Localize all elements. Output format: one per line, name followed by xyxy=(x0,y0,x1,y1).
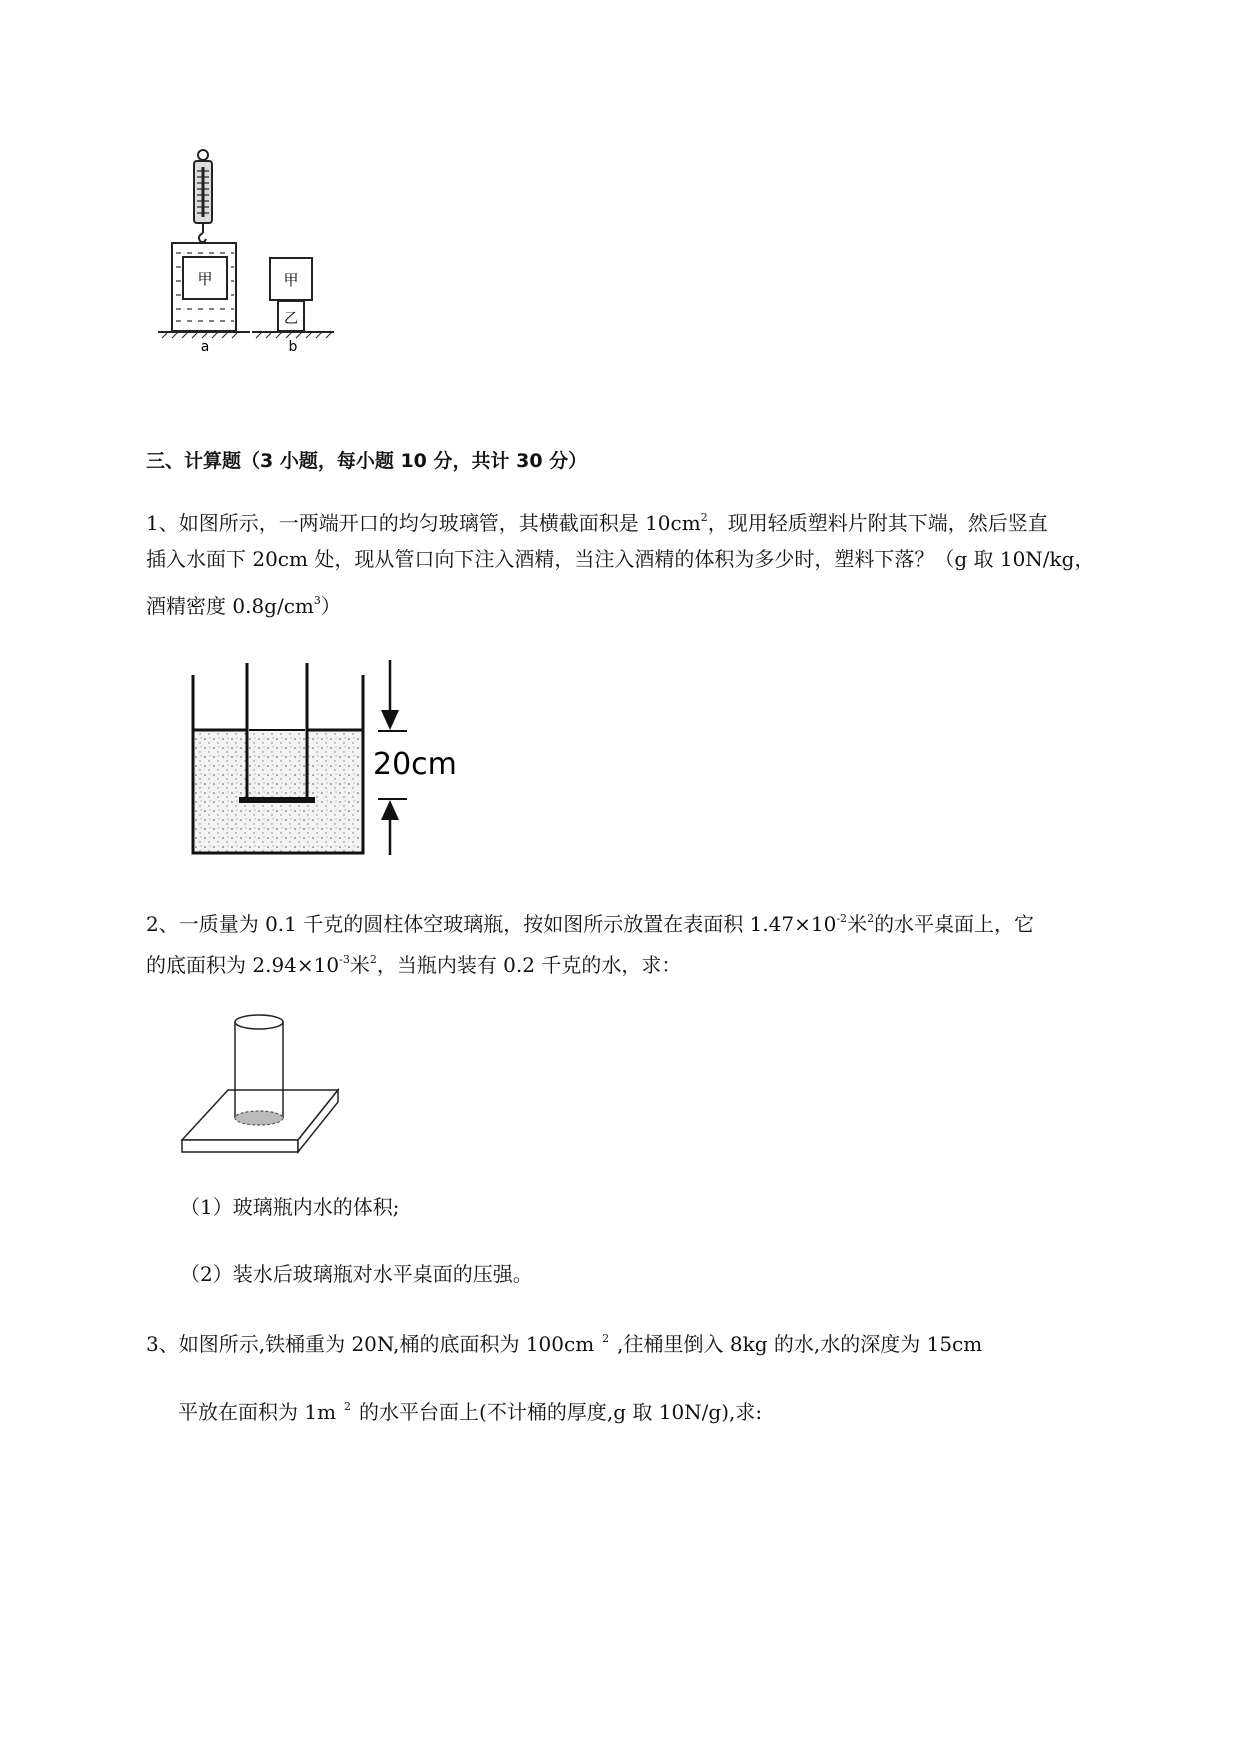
q1-line1-text: 1、如图所示，一两端开口的均匀玻璃管，其横截面积是 10cm xyxy=(146,511,701,535)
dimension-label: 20cm xyxy=(373,747,457,782)
section-title: 三、计算题（3 小题，每小题 10 分，共计 30 分） xyxy=(146,450,588,472)
q1-line3-tail: ） xyxy=(320,594,341,618)
block-label-jia-a: 甲 xyxy=(197,270,213,288)
q2-sup-sq1: 2 xyxy=(867,912,875,925)
q2-line1 xyxy=(146,905,1034,938)
figure-bottle-on-table xyxy=(180,1010,360,1160)
q2-sub2: （2）装水后玻璃瓶对水平桌面的压强。 xyxy=(180,1262,533,1286)
q2-line2-text: 的底面积为 2.94×10 xyxy=(146,953,340,977)
q2-unit-m: 米 xyxy=(847,912,868,936)
q1-line1-tail: ，现用轻质塑料片附其下端，然后竖直 xyxy=(707,511,1048,535)
q3-line1-tail: ,往桶里倒入 8kg 的水,水的深度为 15cm xyxy=(617,1332,983,1356)
block-label-jia-b: 甲 xyxy=(283,271,299,289)
q2-sub1: （1）玻璃瓶内水的体积; xyxy=(180,1195,400,1219)
q1-line2: 插入水面下 20cm 处，现从管口向下注入酒精，当注入酒精的体积为多少时，塑料下落？（g 取 10N/kg， xyxy=(146,547,1095,571)
q2-unit-m2: 米 xyxy=(349,953,370,977)
caption-b: b xyxy=(288,339,298,355)
q3-line2-tail: 的水平台面上(不计桶的厚度,g 取 10N/g),求: xyxy=(359,1400,763,1424)
q3-line2-text: 平放在面积为 1m xyxy=(178,1400,337,1424)
q2-sup-sq2: 2 xyxy=(369,953,377,966)
q3-line2 xyxy=(178,1393,762,1426)
q2-line1-text: 2、一质量为 0.1 千克的圆柱体空玻璃瓶，按如图所示放置在表面积 1.47×10 xyxy=(146,912,837,936)
q1-sup-cm2: 2 xyxy=(700,511,708,524)
q2-line2-tail: ，当瓶内装有 0.2 千克的水，求： xyxy=(376,953,682,977)
figure-tube-in-water xyxy=(185,655,485,860)
q2-line1-tail: 的水平桌面上，它 xyxy=(874,912,1035,936)
q2-line2 xyxy=(146,946,681,979)
q1-line1 xyxy=(146,504,1048,537)
figure-spring-scale xyxy=(150,145,350,395)
q3-sup-cm2: 2 xyxy=(602,1332,610,1345)
caption-a: a xyxy=(200,339,210,355)
q1-line3 xyxy=(146,587,341,620)
block-label-yi: 乙 xyxy=(284,311,298,327)
q3-sup-m2: 2 xyxy=(344,1400,352,1413)
q1-line3-text: 酒精密度 0.8g/cm xyxy=(146,594,314,618)
q2-sup-exp2: -3 xyxy=(339,953,350,966)
q1-sup-cm3: 3 xyxy=(313,594,321,607)
q2-sup-exp1: -2 xyxy=(836,912,848,925)
q3-line1-text: 3、如图所示,铁桶重为 20N,桶的底面积为 100cm xyxy=(146,1332,595,1356)
q3-line1 xyxy=(146,1325,982,1358)
